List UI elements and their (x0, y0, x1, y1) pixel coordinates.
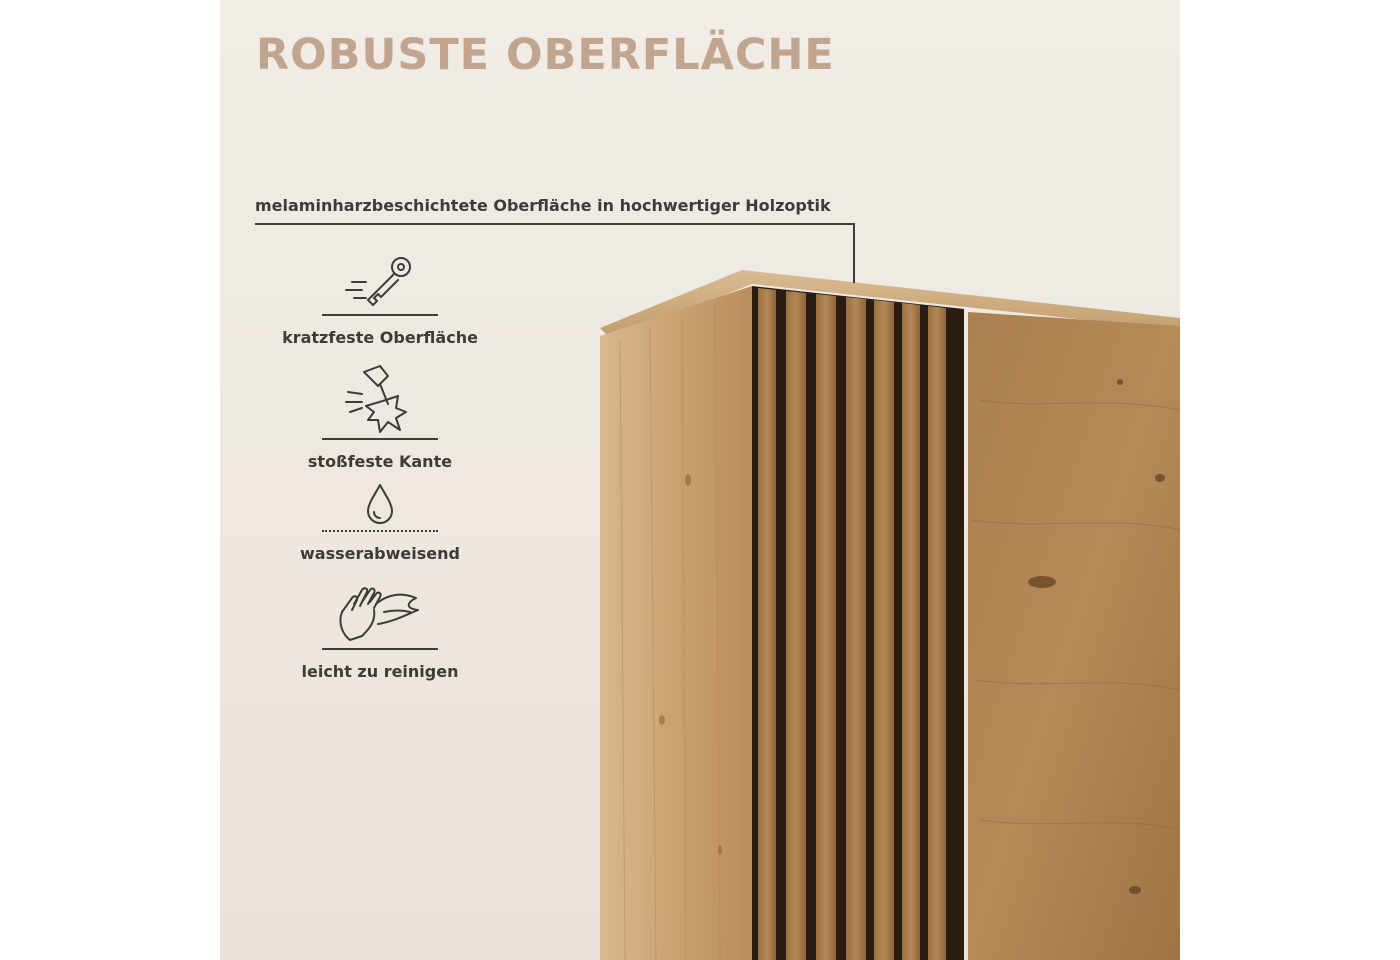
wardrobe-cabinet-image (220, 0, 1180, 960)
feature-scratch-resistant (280, 252, 480, 347)
product-image-canvas (220, 0, 1180, 960)
feature-label: stoßfeste Kante (307, 452, 453, 471)
feature-label: kratzfeste Oberfläche (282, 328, 478, 347)
hammer-impact-icon (340, 362, 420, 434)
feature-divider (322, 438, 438, 440)
surface-callout-text: melaminharzbeschichtete Oberfläche in hochwertiger Holzoptik (255, 196, 831, 215)
feature-water-repellent (280, 482, 480, 563)
water-drop-icon (360, 482, 400, 526)
feature-easy-to-clean (280, 582, 480, 681)
key-scratch-icon (340, 252, 420, 310)
page-headline: ROBUSTE OBERFLÄCHE (256, 30, 835, 80)
feature-divider (322, 648, 438, 650)
callout-leader-drop (853, 223, 855, 283)
feature-divider-dotted (322, 530, 438, 532)
hand-cloth-icon (332, 582, 428, 644)
feature-label: leicht zu reinigen (301, 662, 459, 681)
feature-label: wasserabweisend (300, 544, 460, 563)
feature-impact-resistant (280, 362, 480, 471)
callout-leader-line (255, 223, 855, 225)
feature-divider (322, 314, 438, 316)
